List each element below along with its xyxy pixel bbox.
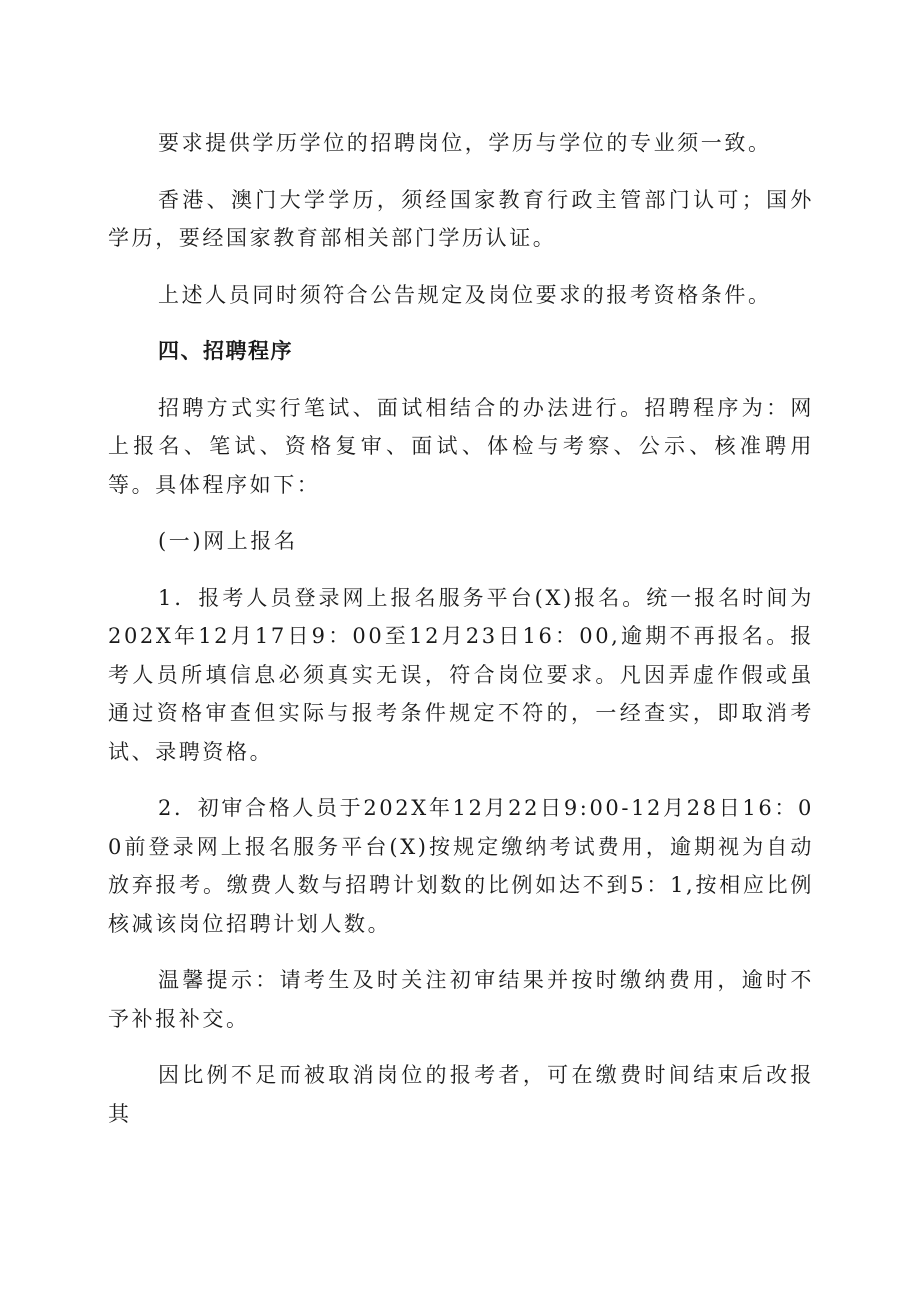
paragraph-registration-item-1: 1．报考人员登录网上报名服务平台(X)报名。统一报名时间为202X年12月17日9：00至12月23日16：00,逾期不再报名。报考人员所填信息必须真实无误，符合岗位要求。凡因弄虚作假或虽通过资格审查但实际与报考条件规定不符的，一经查实，即取消考试、录聘资格。 [108,585,814,764]
paragraph-foreign-degree: 香港、澳门大学学历，须经国家教育行政主管部门认可；国外学历，要经国家教育部相关部门学历认证。 [108,187,814,250]
subheading-online-registration: (一)网上报名 [158,529,298,553]
paragraph-cancelled-positions: 因比例不足而被取消岗位的报考者，可在缴费时间结束后改报其 [108,1063,814,1126]
paragraph-degree-requirement: 要求提供学历学位的招聘岗位，学历与学位的专业须一致。 [158,131,772,155]
section-heading-recruitment-procedure: 四、招聘程序 [158,339,293,363]
paragraph-reminder: 温馨提示：请考生及时关注初审结果并按时缴纳费用，逾时不予补报补交。 [108,968,814,1031]
paragraph-eligibility: 上述人员同时须符合公告规定及岗位要求的报考资格条件。 [158,282,772,307]
paragraph-procedure-overview: 招聘方式实行笔试、面试相结合的办法进行。招聘程序为：网上报名、笔试、资格复审、面试、体检与考察、公示、核准聘用等。具体程序如下： [108,395,814,497]
paragraph-registration-item-2: 2．初审合格人员于202X年12月22日9:00-12月28日16：00前登录网上报名服务平台(X)按规定缴纳考试费用，逾期视为自动放弃报考。缴费人数与招聘计划数的比例如达不到5：1,按相应比例核减该岗位招聘计划人数。 [108,796,814,936]
